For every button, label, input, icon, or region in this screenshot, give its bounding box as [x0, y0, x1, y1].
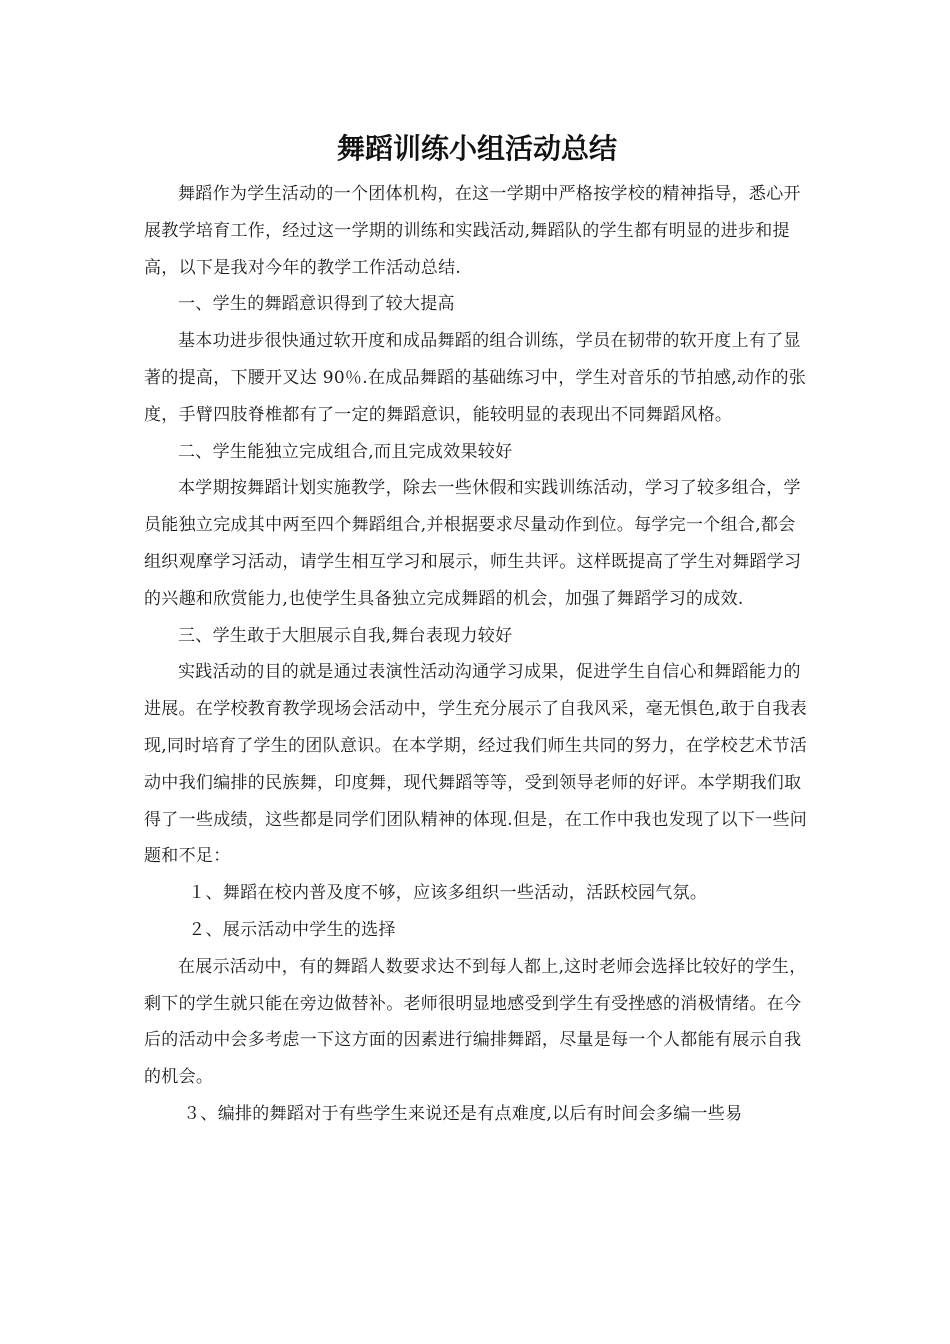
section-heading-3: 三、学生敢于大胆展示自我,舞台表现力较好: [178, 625, 513, 646]
issue-2-paragraph: 在展示活动中，有的舞蹈人数要求达不到每人都上,这时老师会选择比较好的学生，剩下的学生就只能在旁边做替补。老师很明显地感受到学生有受挫感的消极情绪。在今后的活动中会多考虑一下这方面的因素进行编排舞蹈，尽量是每一个人都能有展示自我的机会。: [144, 956, 807, 1088]
section-heading-1: 一、学生的舞蹈意识得到了较大提高: [178, 294, 455, 315]
section-3-paragraph: 实践活动的目的就是通过表演性活动沟通学习成果，促进学生自信心和舞蹈能力的进展。在学校教育教学现场会活动中，学生充分展示了自我风采，毫无惧色,敢于自我表现,同时培育了学生的团队意识。在本学期，经过我们师生共同的努力，在学校艺术节活动中我们编排的民族舞，印度舞，现代舞蹈等等，受到领导老师的好评。本学期我们取得了一些成绩，这些都是同学们团队精神的体现.但是，在工作中我也发现了以下一些问题和不足：: [144, 662, 808, 867]
issue-item-1: １、舞蹈在校内普及度不够，应该多组织一些活动，活跃校园气氛。: [188, 883, 708, 904]
intro-paragraph: 舞蹈作为学生活动的一个团体机构，在这一学期中严格按学校的精神指导，悉心开展教学培育工作，经过这一学期的训练和实践活动,舞蹈队的学生都有明显的进步和提高，以下是我对今年的教学工作活动总结.: [144, 184, 801, 278]
section-2-paragraph: 本学期按舞蹈计划实施教学，除去一些休假和实践训练活动，学习了较多组合，学员能独立完成其中两至四个舞蹈组合,并根据要求尽量动作到位。每学完一个组合,都会组织观摩学习活动，请学生相互学习和展示，师生共评。这样既提高了学生对舞蹈学习的兴趣和欣赏能力,也使学生具备独立完成舞蹈的机会，加强了舞蹈学习的成效.: [144, 478, 802, 609]
document-title: 舞蹈训练小组活动总结: [336, 132, 617, 165]
issue-item-2: ２、展示活动中学生的选择: [188, 919, 396, 940]
issue-item-3: ３、编排的舞蹈对于有些学生来说还是有点难度,以后有时间会多编一些易: [183, 1103, 743, 1124]
section-1-paragraph: 基本功进步很快通过软开度和成品舞蹈的组合训练，学员在韧带的软开度上有了显著的提高，下腰开叉达 90％.在成品舞蹈的基础练习中，学生对音乐的节拍感,动作的张度，手臂四肢脊椎都有了一定的舞蹈意识，能较明显的表现出不同舞蹈风格。: [144, 331, 807, 425]
section-heading-2: 二、学生能独立完成组合,而且完成效果较好: [178, 441, 513, 462]
document-body: [144, 176, 810, 1133]
